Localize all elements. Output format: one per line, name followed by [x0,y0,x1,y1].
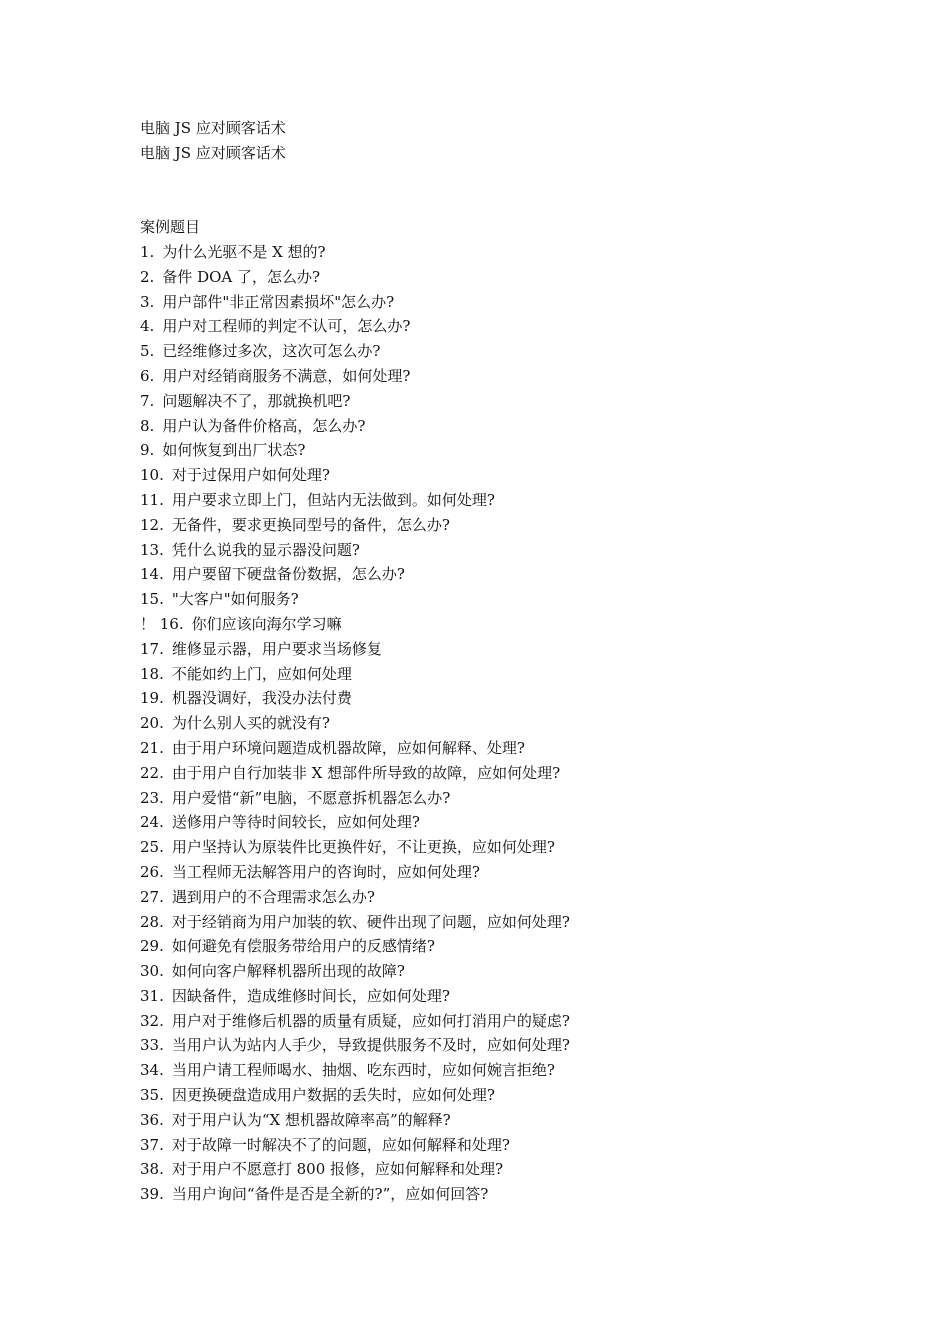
list-item-text: 为什么别人买的就没有? [171,714,330,733]
list-item [140,1058,900,1083]
list-item [140,438,900,463]
list-item-text: 已经维修过多次，这次可怎么办? [162,342,381,361]
list-item [140,934,900,959]
list-item-text: 问题解决不了，那就换机吧? [162,391,351,410]
list-item [140,587,900,612]
list-item [140,265,900,290]
list-item-number: 20. [140,714,164,733]
list-item [140,339,900,364]
list-item-number: 32. [140,1011,164,1030]
list-item-number: 11. [140,490,164,509]
list-item-number: 3. [140,292,155,311]
list-item-number: 15. [140,590,164,609]
list-item [140,1083,900,1108]
list-item-text: 维修显示器，用户要求当场修复 [171,639,382,658]
list-item [140,414,900,439]
list-item-number: 19. [140,689,164,708]
list-item-text: 用户爱惜“新”电脑，不愿意拆机器怎么办? [171,788,451,807]
list-item-text: 由于用户自行加装非 X 想部件所导致的故障，应如何处理? [171,763,561,782]
list-item-number: 6. [140,366,155,385]
list-item [140,810,900,835]
list-item-text: 凭什么说我的显示器没问题? [171,540,360,559]
list-item [140,662,900,687]
document-title-repeat: 电脑 JS 应对顾客话术 [140,143,286,162]
list-item-number: 34. [140,1061,164,1080]
list-item-number: 7. [140,391,155,410]
list-item-number: 25. [140,838,164,857]
list-item-number: 38. [140,1160,164,1179]
list-item [140,686,900,711]
list-item-number: 36. [140,1110,164,1129]
list-item-text: 送修用户等待时间较长，应如何处理? [171,813,420,832]
list-item [140,463,900,488]
list-item [140,1133,900,1158]
section-heading: 案例题目 [140,218,201,237]
list-item [140,513,900,538]
list-item [140,562,900,587]
list-item-text: 用户对于维修后机器的质量有质疑，应如何打消用户的疑虑? [171,1011,570,1030]
list-item-number: 35. [140,1086,164,1105]
list-item-number: 21. [140,738,164,757]
list-item [140,885,900,910]
list-item-number: 23. [140,788,164,807]
list-item-text: 对于经销商为用户加装的软、硬件出现了问题，应如何处理? [171,912,570,931]
list-item-number: 17. [140,639,164,658]
list-item [140,736,900,761]
list-item-text: 对于故障一时解决不了的问题，应如何解释和处理? [171,1135,510,1154]
list-item [140,860,900,885]
list-item-number: 18. [140,664,164,683]
list-item-text: 如何向客户解释机器所出现的故障? [171,962,405,981]
list-item-number: 8. [140,416,155,435]
list-item [140,1182,900,1207]
list-item-text: 如何恢复到出厂状态? [162,441,306,460]
list-item-number: 10. [140,466,164,485]
question-list [140,240,900,1207]
list-item-number: 29. [140,937,164,956]
list-item-number: 26. [140,862,164,881]
list-item-number: 30. [140,962,164,981]
list-item [140,612,900,637]
list-item [140,1157,900,1182]
document-title: 电脑 JS 应对顾客话术 [140,119,286,137]
list-item-text: "大客户"如何服务? [171,590,299,609]
list-item-number: 14. [140,565,164,584]
list-item-number: 24. [140,813,164,832]
list-item-text: 如何避免有偿服务带给用户的反感情绪? [171,937,435,956]
list-item-text: 用户要求立即上门，但站内无法做到。如何处理? [171,490,495,509]
list-item-text: 当用户询问“备件是否是全新的?”，应如何回答? [171,1185,489,1204]
list-item-text: 用户认为备件价格高，怎么办? [162,416,366,435]
list-item-number: ！ 16. [140,614,184,633]
list-item [140,984,900,1009]
list-item [140,240,900,265]
list-item-number: 5. [140,342,155,361]
list-item-text: 用户对工程师的判定不认可，怎么办? [162,317,411,336]
list-item-number: 28. [140,912,164,931]
list-item [140,314,900,339]
list-item [140,488,900,513]
list-item-number: 31. [140,986,164,1005]
list-item-text: 当工程师无法解答用户的咨询时，应如何处理? [171,862,480,881]
list-item [140,910,900,935]
list-item [140,290,900,315]
list-item-text: 备件 DOA 了，怎么办? [162,267,321,286]
list-item-text: 用户对经销商服务不满意，如何处理? [162,366,411,385]
list-item-text: 用户部件"非正常因素损坏"怎么办? [162,292,395,311]
blank-space [140,166,900,216]
list-item-text: 用户坚持认为原装件比更换件好，不让更换，应如何处理? [171,838,555,857]
list-item-number: 27. [140,887,164,906]
list-item-text: 你们应该向海尔学习嘛 [191,614,342,633]
list-item-number: 22. [140,763,164,782]
list-item-text: 无备件，要求更换同型号的备件，怎么办? [171,515,450,534]
list-item-text: 当用户请工程师喝水、抽烟、吃东西时，应如何婉言拒绝? [171,1061,555,1080]
list-item [140,1033,900,1058]
list-item-number: 1. [140,242,155,261]
list-item-text: 遇到用户的不合理需求怎么办? [171,887,375,906]
list-item [140,711,900,736]
list-item [140,786,900,811]
list-item [140,959,900,984]
list-item [140,761,900,786]
list-item-number: 13. [140,540,164,559]
list-item-number: 2. [140,267,155,286]
list-item-text: 用户要留下硬盘备份数据，怎么办? [171,565,405,584]
list-item-text: 不能如约上门，应如何处理 [171,664,352,683]
list-item [140,538,900,563]
list-item-text: 由于用户环境问题造成机器故障，应如何解释、处理? [171,738,525,757]
list-item [140,637,900,662]
list-item-number: 33. [140,1036,164,1055]
list-item-number: 4. [140,317,155,336]
list-item-text: 当用户认为站内人手少，导致提供服务不及时，应如何处理? [171,1036,570,1055]
list-item [140,389,900,414]
list-item [140,835,900,860]
list-item-number: 39. [140,1185,164,1204]
list-item-number: 9. [140,441,155,460]
list-item-number: 12. [140,515,164,534]
list-item-text: 对于用户不愿意打 800 报修，应如何解释和处理? [171,1160,504,1179]
list-item [140,1108,900,1133]
list-item-text: 因缺备件，造成维修时间长，应如何处理? [171,986,450,1005]
document-page [140,116,900,1207]
list-item [140,364,900,389]
list-item-text: 为什么光驱不是 X 想的? [162,242,326,261]
list-item-text: 机器没调好，我没办法付费 [171,689,352,708]
list-item-text: 对于用户认为“X 想机器故障率高”的解释? [171,1110,451,1129]
list-item-text: 对于过保用户如何处理? [171,466,330,485]
list-item-text: 因更换硬盘造成用户数据的丢失时，应如何处理? [171,1086,495,1105]
list-item-number: 37. [140,1135,164,1154]
list-item [140,1009,900,1034]
